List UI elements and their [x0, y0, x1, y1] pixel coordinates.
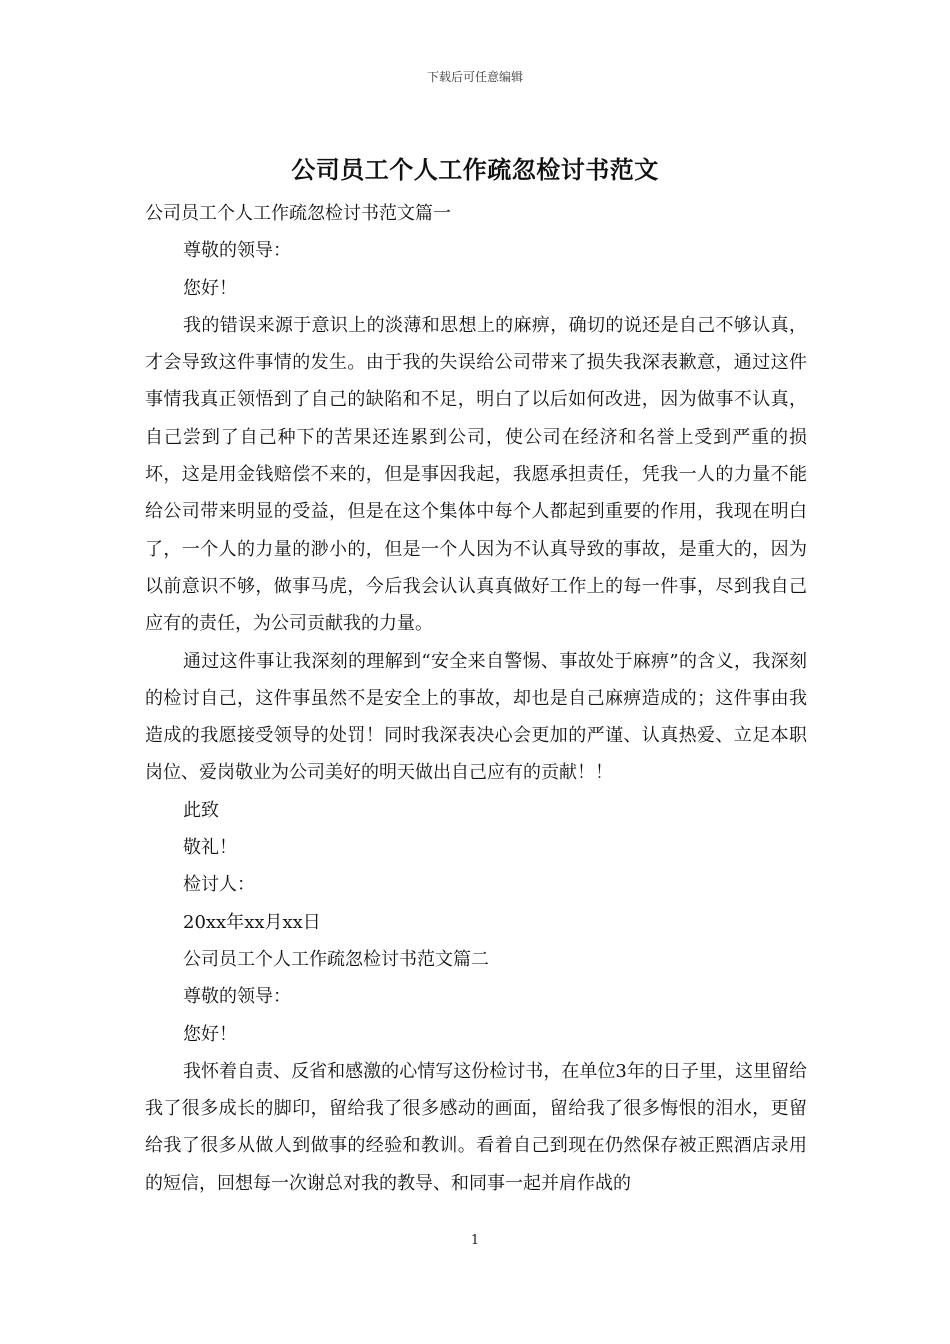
document-body [145, 195, 807, 1202]
section1-paragraph-1: 我的错误来源于意识上的淡薄和思想上的麻痹，确切的说还是自己不够认真，才会导致这件事情的发生。由于我的失误给公司带来了损失我深表歉意，通过这件事情我真正领悟到了自己的缺陷和不足，明白了以后如何改进，因为做事不认真，自己尝到了自己种下的苦果还连累到公司，使公司在经济和名誉上受到严重的损坏，这是用金钱赔偿不来的，但是事因我起，我愿承担责任，凭我一人的力量不能给公司带来明显的受益，但是在这个集体中每个人都起到重要的作用，我现在明白了，一个人的力量的渺小的，但是一个人因为不认真导致的事故，是重大的，因为以前意识不够，做事马虎，今后我会认认真真做好工作上的每一件事，尽到我自己应有的责任，为公司贡献我的力量。 [145, 314, 807, 635]
closing-line-1: 此致 [183, 799, 219, 821]
closing-line-2: 敬礼！ [183, 837, 237, 859]
page-header-note: 下载后可任意编辑 [426, 70, 523, 84]
page-number: 1 [470, 1233, 480, 1248]
date-line: 20xx年xx月xx日 [183, 911, 321, 933]
section1-salutation: 尊敬的领导： [183, 240, 291, 262]
document-title: 公司员工个人工作疏忽检讨书范文 [291, 155, 659, 184]
section2-heading: 公司员工个人工作疏忽检讨书范文篇二 [183, 948, 489, 970]
signer-label: 检讨人： [183, 874, 255, 896]
section2-greeting: 您好！ [183, 1023, 237, 1045]
section1-paragraph-2: 通过这件事让我深刻的理解到“安全来自警惕、事故处于麻痹”的含义，我深刻的检讨自己，这件事虽然不是安全上的事故，却也是自己麻痹造成的；这件事由我造成的我愿接受领导的处罚！同时我深表决心会更加的严谨、认真热爱、立足本职岗位、爱岗敬业为公司美好的明天做出自己应有的贡献！！ [145, 650, 807, 784]
section1-heading: 公司员工个人工作疏忽检讨书范文篇一 [145, 203, 451, 224]
section2-salutation: 尊敬的领导： [183, 986, 291, 1008]
section2-paragraph-1: 我怀着自责、反省和感激的心情写这份检讨书，在单位3年的日子里，这里留给我了很多成长的脚印，留给我了很多感动的画面，留给我了很多悔恨的泪水，更留给我了很多从做人到做事的经验和教训。看着自己到现在仍然保存被正熙酒店录用的短信，回想每一次谢总对我的教导、和同事一起并肩作战的 [145, 1060, 807, 1194]
section1-greeting: 您好！ [183, 277, 237, 299]
